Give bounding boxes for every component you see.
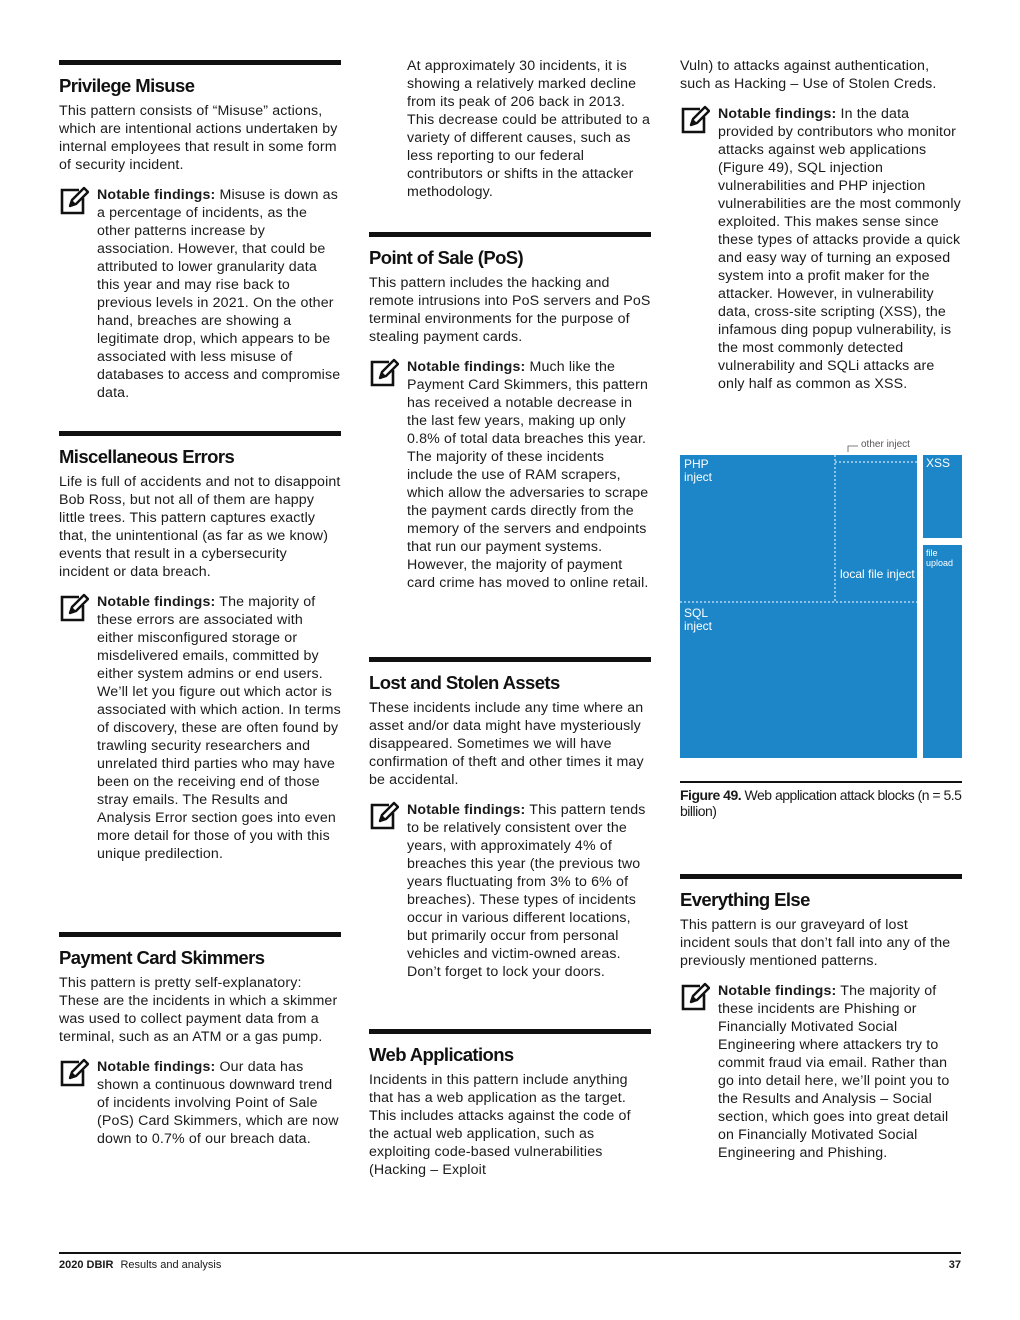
finding-text: Our data has shown a continuous downward trend of incidents involving Point of Sale (PoS) Card Skimmers, which are now down to 0.7% of our breach data. bbox=[97, 1059, 339, 1147]
treemap-label-php: PHP inject bbox=[684, 457, 713, 484]
section-title: Web Applications bbox=[369, 1044, 514, 1065]
finding-text: In the data provided by contributors who monitor attacks against web applications (Figure 49), SQL injection vulnerabilities and PHP injection vulnerabilities are the most commonly exploited. This makes sense since these types of attacks provide a quick and easy way of turning an exposed system into a profit maker for the attacker. However, in vulnerability data, cross-site scripting (XSS), the infamous ding popup vulnerability, is the most commonly detected vulnerability and SQLi attacks are only half as common as XSS. bbox=[718, 106, 961, 392]
treemap-svg bbox=[680, 438, 964, 760]
footer-doc-title: 2020 DBIR bbox=[59, 1259, 114, 1271]
section-rule bbox=[59, 431, 341, 436]
finding-text: This pattern tends to be relatively consistent over the years, with approximately 4% of breaches this year (the previous two years fluctuating from 3% to 6% of breaches). These types of incidents occur in various different locations, but primarily occur from personal vehicles and victim-owned areas. Don’t forget to lock your doors. bbox=[407, 802, 646, 980]
figure-caption-label: Figure 49. bbox=[680, 787, 742, 803]
section-body: This pattern is our graveyard of lost incident souls that don’t fall into any of the previously mentioned patterns. bbox=[680, 917, 951, 969]
section-title: Everything Else bbox=[680, 889, 810, 910]
notable-findings bbox=[680, 982, 962, 1162]
treemap-label-file-upload: file upload bbox=[926, 548, 954, 568]
finding-text: Misuse is down as a percentage of incidents, as the other patterns increase by association. However, that could be attributed to lower granularity data this year and may rise back to previous levels in 2021. On the other hand, breaches are showing a legitimate drop, which appears to be associated with less misuse of databases to access and compromise data. bbox=[97, 187, 341, 401]
section-privilege-misuse bbox=[59, 60, 341, 402]
pen-edit-icon bbox=[59, 186, 89, 216]
other-inject-leader-line bbox=[848, 446, 858, 452]
section-body: This pattern includes the hacking and remote intrusions into PoS servers and PoS terminal environments for the purpose of stealing payment cards. bbox=[369, 275, 651, 345]
finding-text: The majority of these incidents are Phishing or Financially Motivated Social Engineering where attackers try to commit fraud via email. Rather than go into detail here, we’ll point you to the Results and Analysis – Social section, which goes into great detail on Financially Motivated Social Engineering and Phishing. bbox=[718, 983, 950, 1161]
treemap-label-sql: SQL inject bbox=[684, 606, 713, 633]
footer-left bbox=[59, 1258, 221, 1272]
notable-findings bbox=[59, 593, 341, 863]
section-rule bbox=[369, 232, 651, 237]
pen-edit-icon bbox=[680, 982, 710, 1012]
finding-text: The majority of these errors are associated with either misconfigured storage or misdelivered emails, committed by either system admins or end users. We’ll let you figure out which actor is associated with which action. In terms of discovery, these are often found by trawling security researchers and unrelated third parties who may have been on the receiving end of those stray emails. The Results and Analysis Error section goes into even more detail for those of you with this unique predilection. bbox=[97, 594, 341, 862]
section-miscellaneous-errors bbox=[59, 431, 341, 863]
notable-findings bbox=[680, 105, 962, 393]
section-rule bbox=[369, 1029, 651, 1034]
pen-edit-icon bbox=[369, 358, 399, 388]
section-point-of-sale bbox=[369, 232, 651, 592]
section-rule bbox=[369, 657, 651, 662]
treemap-label-local: local file inject bbox=[840, 567, 915, 581]
section-rule bbox=[680, 874, 962, 879]
footer-rule bbox=[59, 1252, 961, 1254]
treemap-label-other: other inject bbox=[861, 439, 910, 450]
section-title: Payment Card Skimmers bbox=[59, 947, 265, 968]
figure-caption-text: Web application attack blocks (n = 5.5 billion) bbox=[680, 787, 962, 819]
notable-label: Notable findings: bbox=[718, 983, 837, 999]
section-payment-card-skimmers bbox=[59, 932, 341, 1148]
notable-label: Notable findings: bbox=[97, 594, 216, 610]
notable-findings bbox=[59, 186, 341, 402]
section-body: This pattern is pretty self-explanatory: These are the incidents in which a skimmer was used to collect payment data from a terminal, such as an ATM or a gas pump. bbox=[59, 975, 338, 1045]
continued-text bbox=[680, 57, 962, 393]
figure-caption bbox=[680, 787, 962, 819]
page-number: 37 bbox=[948, 1259, 961, 1271]
notable-label: Notable findings: bbox=[718, 106, 837, 122]
footer-section: Results and analysis bbox=[120, 1259, 222, 1271]
figure-rule bbox=[680, 781, 962, 783]
treemap-block-file-upload bbox=[923, 545, 962, 758]
section-body: Incidents in this pattern include anything that has a web application as the target. This includes attacks against the code of the actual web application, such as exploiting code-based vulnerabilities (Hacking – Exploit bbox=[369, 1072, 631, 1178]
section-rule bbox=[59, 932, 341, 937]
treemap-label-xss: XSS bbox=[926, 456, 951, 470]
section-everything-else bbox=[680, 874, 962, 1162]
notable-findings bbox=[369, 801, 651, 981]
continuation-paragraph: At approximately 30 incidents, it is showing a relatively marked decline from its peak of 206 back in 2013. This decrease could be attributed to a variety of different causes, such as less reporting to our federal contributors or shifts in the attacker methodology. bbox=[407, 58, 651, 200]
notable-label: Notable findings: bbox=[97, 187, 216, 203]
pen-edit-icon bbox=[59, 1058, 89, 1088]
pen-edit-icon bbox=[680, 105, 710, 135]
section-web-applications bbox=[369, 1029, 651, 1179]
pen-edit-icon bbox=[369, 801, 399, 831]
notable-findings bbox=[369, 358, 651, 592]
section-body: These incidents include any time where an asset and/or data might have mysteriously disappeared. Sometimes we will have confirmation of theft and other times it may be accidental. bbox=[369, 700, 644, 788]
continued-text bbox=[369, 57, 651, 201]
section-title: Miscellaneous Errors bbox=[59, 446, 235, 467]
section-rule bbox=[59, 60, 341, 65]
finding-text: Much like the Payment Card Skimmers, this pattern has received a notable decrease in the last few years, making up only 0.8% of total data breaches this year. The majority of these incidents include the use of RAM scrapers, which allow the adversaries to scrape the payment cards directly from the memory of the servers and endpoints that run our payment systems. However, the majority of payment card crime has moved to online retail. bbox=[407, 359, 649, 591]
notable-label: Notable findings: bbox=[407, 802, 526, 818]
section-title: Point of Sale (PoS) bbox=[369, 247, 524, 268]
section-body: This pattern consists of “Misuse” actions, which are intentional actions undertaken by internal employees that result in some form of security incident. bbox=[59, 103, 338, 173]
notable-label: Notable findings: bbox=[407, 359, 526, 375]
treemap-chart bbox=[680, 438, 964, 760]
notable-label: Notable findings: bbox=[97, 1059, 216, 1075]
notable-findings bbox=[59, 1058, 341, 1148]
section-title: Privilege Misuse bbox=[59, 75, 195, 96]
pen-edit-icon bbox=[59, 593, 89, 623]
section-body: Life is full of accidents and not to disappoint Bob Ross, but not all of them are happy little trees. This pattern captures exactly that, the unintentional (as far as we know) events that result in a cybersecurity incident or data breach. bbox=[59, 474, 341, 580]
continuation-paragraph: Vuln) to attacks against authentication, such as Hacking – Use of Stolen Creds. bbox=[680, 58, 937, 92]
section-title: Lost and Stolen Assets bbox=[369, 672, 560, 693]
section-lost-stolen-assets bbox=[369, 657, 651, 981]
